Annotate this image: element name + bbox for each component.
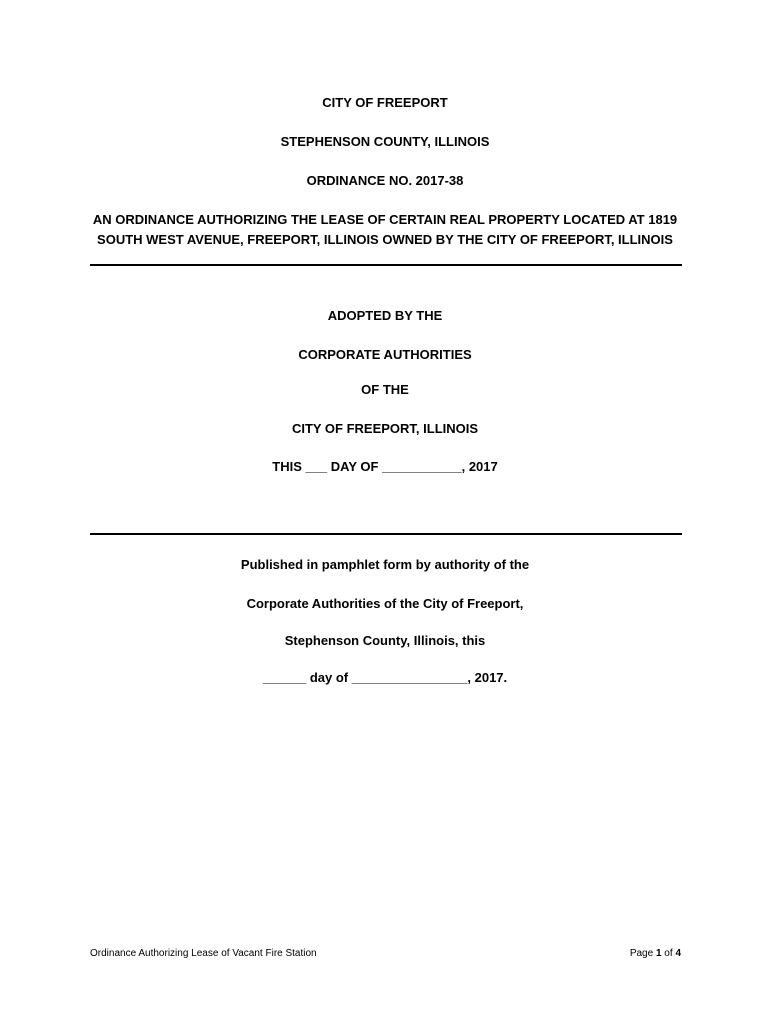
corporate-authorities-line: CORPORATE AUTHORITIES xyxy=(298,347,472,362)
ordinance-number: ORDINANCE NO. 2017-38 xyxy=(306,173,464,188)
page-current: 1 xyxy=(655,948,662,959)
publication-date-line: ______ day of ________________, 2017. xyxy=(262,670,508,685)
page-separator: of xyxy=(661,948,676,959)
page-total: 4 xyxy=(675,948,681,959)
publication-line-3: Stephenson County, Illinois, this xyxy=(284,633,486,648)
page-prefix: Page xyxy=(629,948,656,959)
adoption-divider xyxy=(90,533,682,535)
county-heading: STEPHENSON COUNTY, ILLINOIS xyxy=(280,134,490,149)
publication-line-1: Published in pamphlet form by authority of the xyxy=(240,557,530,572)
city-of-freeport-line: CITY OF FREEPORT, ILLINOIS xyxy=(291,421,479,436)
footer-page-number xyxy=(630,947,681,961)
adopted-by-line: ADOPTED BY THE xyxy=(327,308,443,323)
city-heading: CITY OF FREEPORT xyxy=(322,95,448,110)
adoption-date-line: THIS ___ DAY OF ___________, 2017 xyxy=(272,459,498,474)
header-divider xyxy=(90,264,682,266)
of-the-line: OF THE xyxy=(361,382,409,397)
publication-line-2: Corporate Authorities of the City of Freeport, xyxy=(246,596,524,611)
ordinance-title-line-1: AN ORDINANCE AUTHORIZING THE LEASE OF CERTAIN REAL PROPERTY LOCATED AT 1819 xyxy=(92,212,678,227)
ordinance-title-line-2: SOUTH WEST AVENUE, FREEPORT, ILLINOIS OWNED BY THE CITY OF FREEPORT, ILLINOIS xyxy=(97,232,673,247)
footer-document-title: Ordinance Authorizing Lease of Vacant Fire Station xyxy=(90,948,317,959)
